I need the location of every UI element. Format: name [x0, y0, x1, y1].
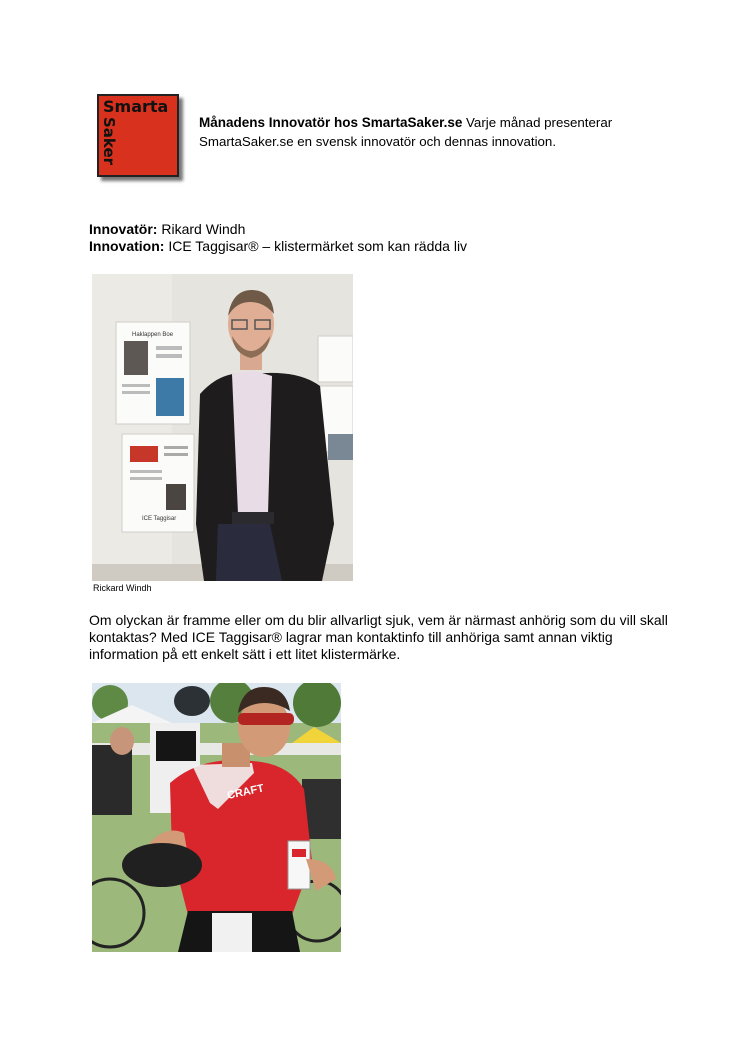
poster-top-title: Haklappen Boe [132, 332, 174, 338]
logo-text-saker: Saker [100, 116, 119, 166]
intro-heading: Månadens Innovatör hos SmartaSaker.se [199, 115, 463, 130]
innovator-line [89, 221, 467, 238]
photo-cyclist-svg [92, 683, 341, 952]
smartasaker-logo [97, 94, 179, 177]
innovation-label: Innovation: [89, 238, 165, 254]
photo-caption: Rickard Windh [93, 583, 152, 593]
photo-rikard-windh [92, 274, 353, 581]
innovation-name: ICE Taggisar® – klistermärket som kan rädda liv [164, 238, 468, 254]
photo-cyclist [92, 683, 341, 952]
intro-paragraph [199, 113, 669, 151]
innovation-line [89, 238, 467, 255]
jersey-logo: CRAFT [226, 782, 266, 802]
body-paragraph: Om olyckan är framme eller om du blir allvarligt sjuk, vem är närmast anhörig som du vill skall kontaktas? Med ICE Taggisar® lagrar man kontaktinfo till anhöriga samt annan viktig information på ett enkelt sätt i ett litet klistermärke. [89, 612, 668, 662]
innovator-name: Rikard Windh [157, 221, 246, 237]
intro-text: Varje månad presenterar SmartaSaker.se en svensk innovatör och dennas innovation. [199, 115, 613, 149]
photo-rikard-svg [92, 274, 353, 581]
poster-bottom-title: ICE Taggisar [142, 516, 177, 522]
innovator-info [89, 221, 467, 255]
logo-text-smarta: Smarta [103, 97, 169, 116]
innovator-label: Innovatör: [89, 221, 158, 237]
